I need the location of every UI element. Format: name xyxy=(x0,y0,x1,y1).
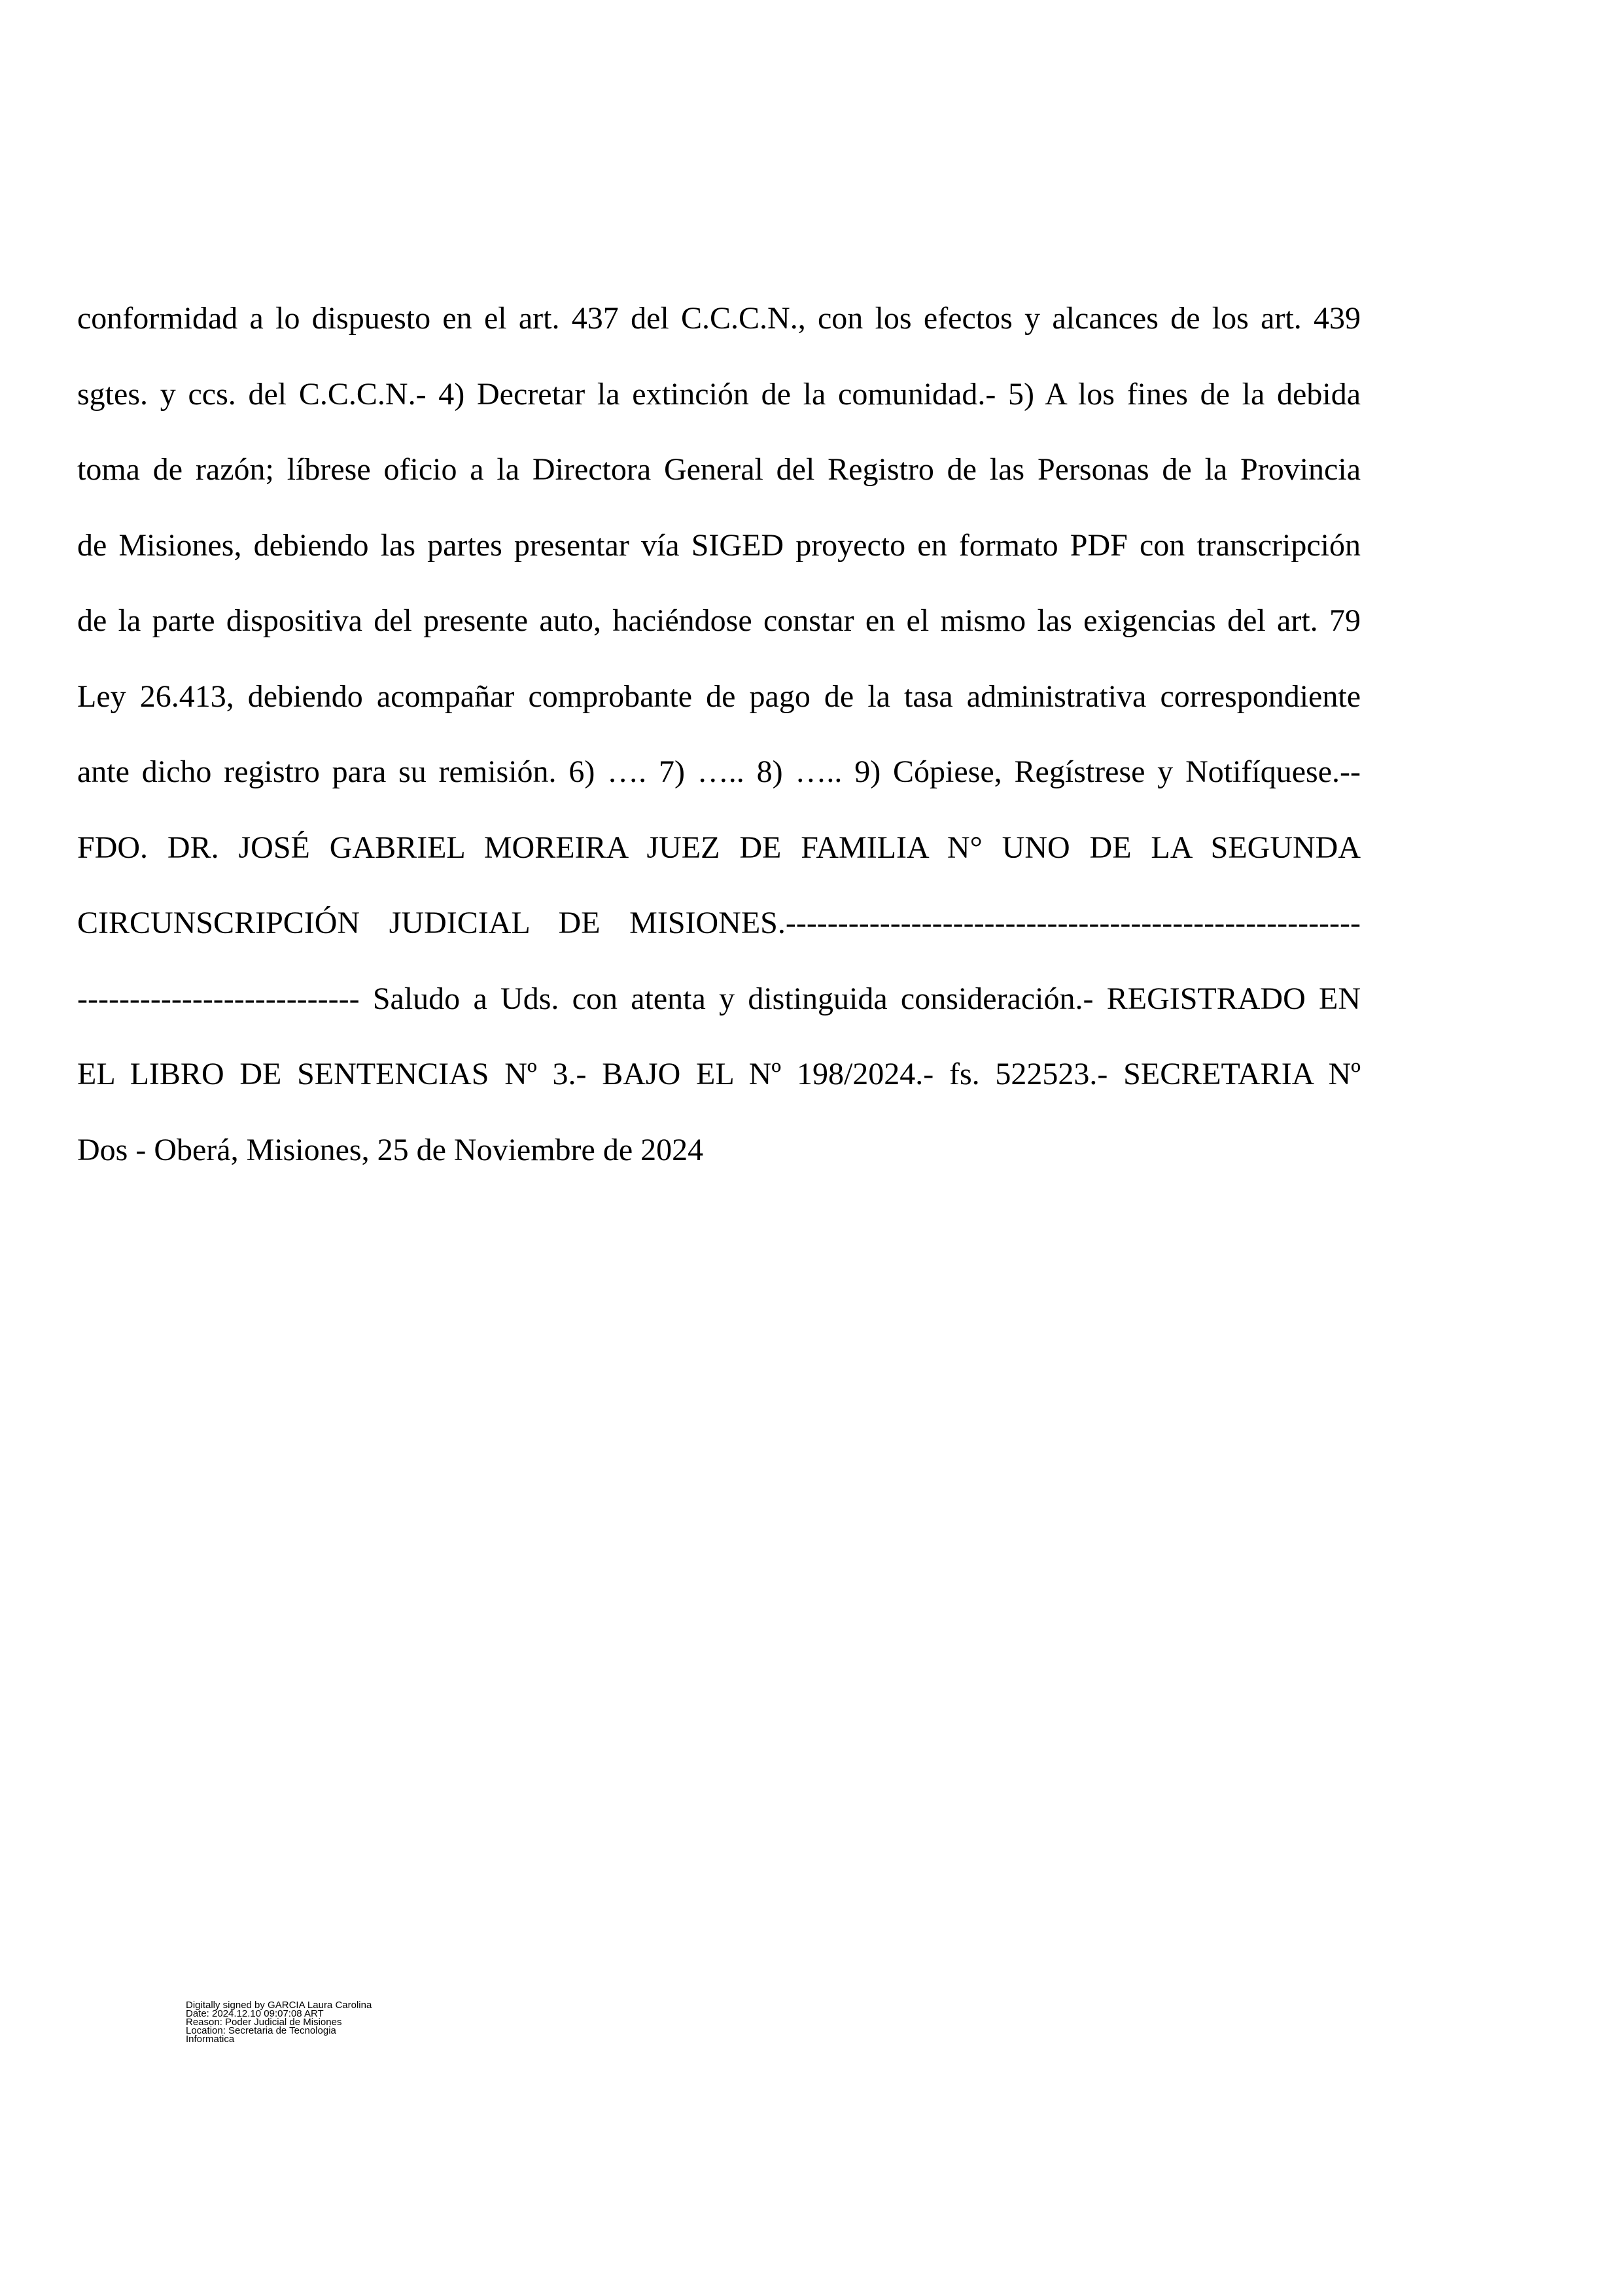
signature-date: Date: 2024.12.10 09:07:08 ART xyxy=(186,2008,324,2019)
body-line: sgtes. y ccs. del C.C.C.N.- 4) Decretar la extinción de la comunidad.- 5) A los fines de la debida xyxy=(77,376,1361,412)
signature-reason: Reason: Poder Judicial de Misiones xyxy=(186,2017,342,2028)
body-line: de Misiones, debiendo las partes presentar vía SIGED proyecto en formato PDF con transcripción xyxy=(77,527,1361,563)
signature-location-cont: Informatica xyxy=(186,2034,235,2045)
body-line: --------------------------- Saludo a Uds. con atenta y distinguida consideración.- REGISTRADO EN xyxy=(77,981,1361,1016)
body-line: Ley 26.413, debiendo acompañar comprobante de pago de la tasa administrativa correspondiente xyxy=(77,679,1361,714)
digital-signature-block xyxy=(186,2001,372,2043)
body-line: conformidad a lo dispuesto en el art. 437 del C.C.C.N., con los efectos y alcances de los art. 439 xyxy=(77,301,1361,336)
body-line: CIRCUNSCRIPCIÓN JUDICIAL DE MISIONES.------------------------------------------------------- xyxy=(77,906,1361,940)
body-line: FDO. DR. JOSÉ GABRIEL MOREIRA JUEZ DE FAMILIA N° UNO DE LA SEGUNDA xyxy=(77,830,1361,865)
body-line: de la parte dispositiva del presente auto, haciéndose constar en el mismo las exigencias del art. 79 xyxy=(77,603,1361,638)
body-line-date: Dos - Oberá, Misiones, 25 de Noviembre de 2024 xyxy=(77,1132,704,1167)
body-line: ante dicho registro para su remisión. 6) …. 7) ….. 8) ….. 9) Cópiese, Regístrese y Notifíquese.-- xyxy=(77,754,1361,789)
document-body xyxy=(77,300,1361,1207)
signature-signed-by: Digitally signed by GARCIA Laura Carolina xyxy=(186,2000,372,2011)
body-line: toma de razón; líbrese oficio a la Directora General del Registro de las Personas de la Provincia xyxy=(77,452,1361,487)
signature-location: Location: Secretaria de Tecnologia xyxy=(186,2025,336,2036)
body-line: EL LIBRO DE SENTENCIAS Nº 3.- BAJO EL Nº 198/2024.- fs. 522523.- SECRETARIA Nº xyxy=(77,1057,1361,1091)
